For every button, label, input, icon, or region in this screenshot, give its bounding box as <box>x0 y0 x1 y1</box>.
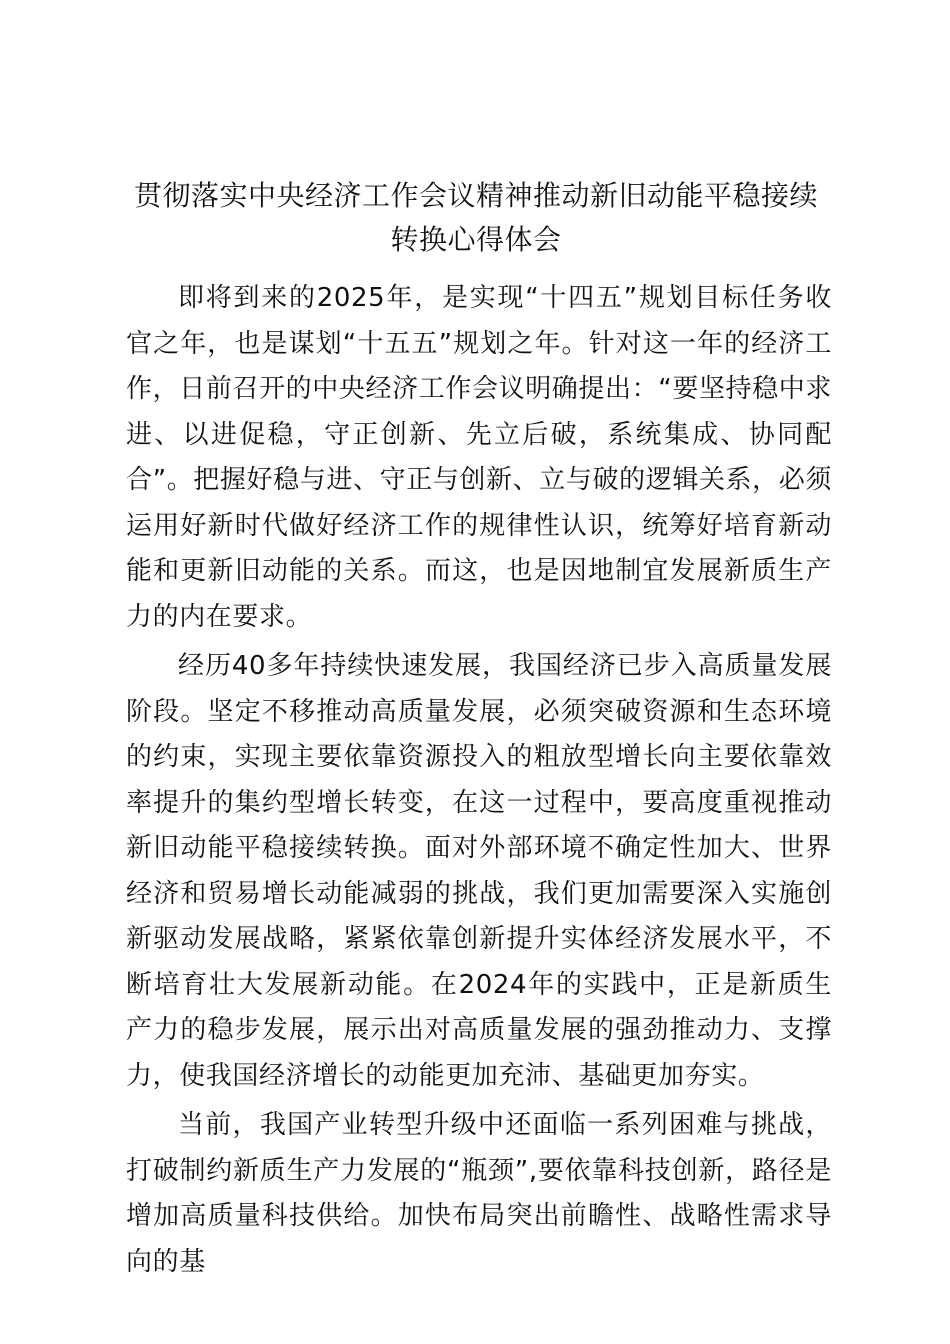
paragraph-2: 经历40多年持续快速发展，我国经济已步入高质量发展阶段。坚定不移推动高质量发展，必须突破资源和生态环境的约束，实现主要依靠资源投入的粗放型增长向主要依靠效率提升的集约型增长转变，在这一过程中，要高度重视推动新旧动能平稳接续转换。面对外部环境不确定性加大、世界经济和贸易增长动能减弱的挑战，我们更加需要深入实施创新驱动发展战略，紧紧依靠创新提升实体经济发展水平，不断培育壮大发展新动能。在2024年的实践中，正是新质生产力的稳步发展，展示出对高质量发展的强劲推动力、支撑力，使我国经济增长的动能更加充沛、基础更加夯实。 <box>126 651 832 1091</box>
paragraph-1: 即将到来的2025年，是实现“十四五”规划目标任务收官之年，也是谋划“十五五”规划之年。针对这一年的经济工作，日前召开的中央经济工作会议明确提出：“要坚持稳中求进、以进促稳，守正创新、先立后破，系统集成、协同配合”。把握好稳与进、守正与创新、立与破的逻辑关系，必须运用好新时代做好经济工作的规律性认识，统筹好培育新动能和更新旧动能的关系。而这，也是因地制宜发展新质生产力的内在要求。 <box>126 283 832 632</box>
document-body <box>126 276 832 1285</box>
paragraph-3: 当前，我国产业转型升级中还面临一系列困难与挑战，打破制约新质生产力发展的“瓶颈”,要依靠科技创新，路径是增加高质量科技供给。加快布局突出前瞻性、战略性需求导向的基 <box>126 1110 832 1277</box>
document-title: 贯彻落实中央经济工作会议精神推动新旧动能平稳接续转换心得体会 <box>133 179 818 256</box>
